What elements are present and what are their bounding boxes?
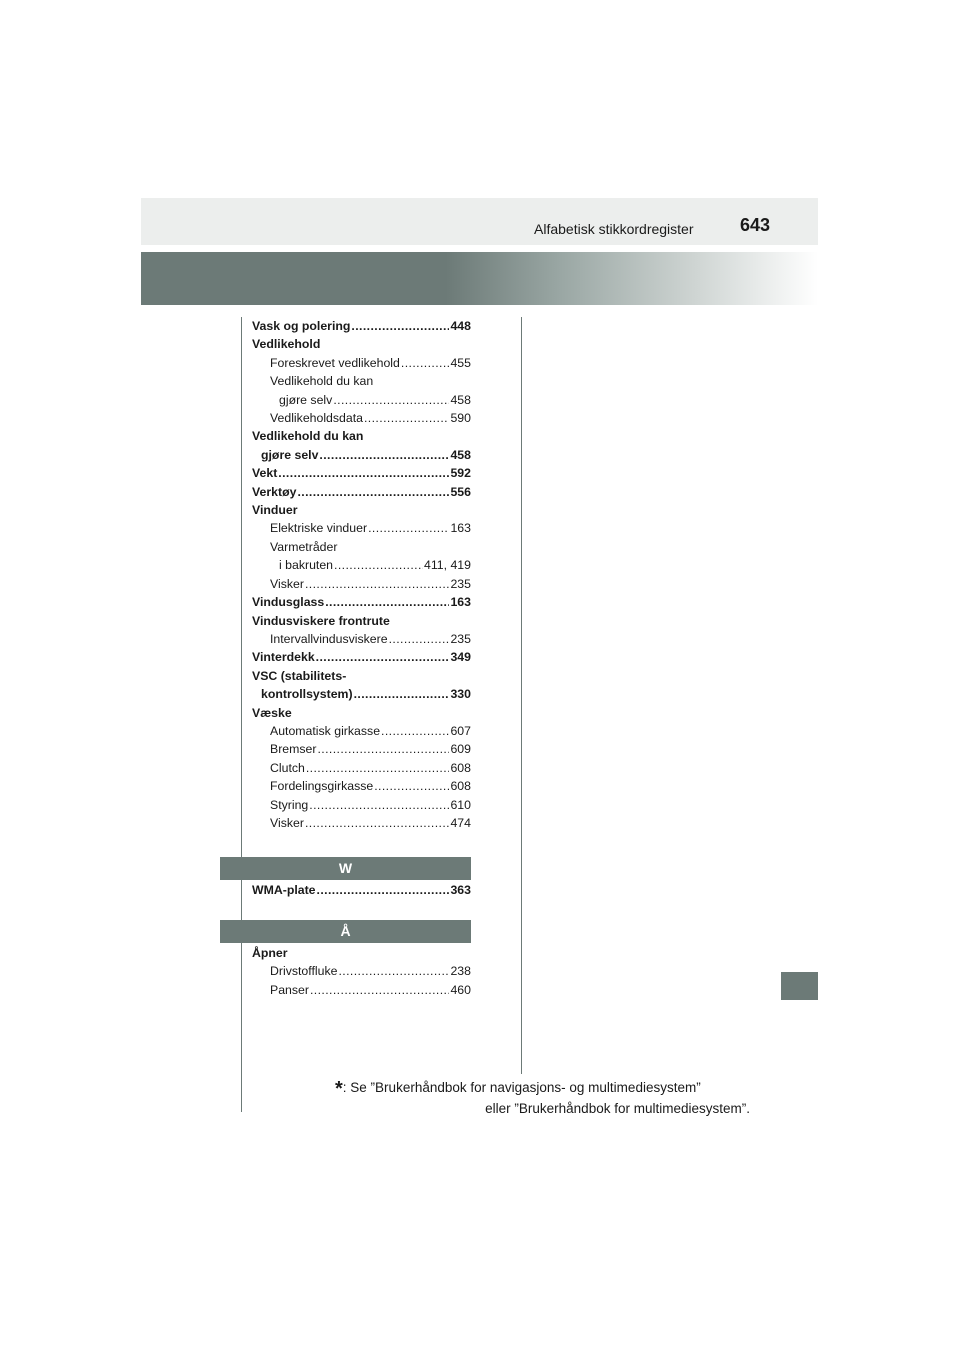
index-entry-text: Vinterdekk xyxy=(252,650,315,665)
index-entry xyxy=(252,391,471,409)
index-entry-text: Panser xyxy=(270,982,309,997)
index-entry-text: Vedlikehold du kan xyxy=(270,374,374,389)
index-entry-text: Vedlikeholdsdata xyxy=(270,411,363,426)
index-entry xyxy=(252,759,471,777)
index-page-ref: 349 xyxy=(450,650,471,665)
footnote-marker: * xyxy=(335,1078,343,1100)
index-entry xyxy=(252,575,471,593)
index-entry-text: Foreskrevet vedlikehold xyxy=(270,355,400,370)
index-section-aa xyxy=(252,944,471,999)
dot-leader xyxy=(374,777,449,795)
index-page-ref: 592 xyxy=(450,466,471,481)
index-entry-text: kontrollsystem) xyxy=(261,687,353,702)
footnote-text-1: : Se ”Brukerhåndbok for navigasjons- og multimediesystem” xyxy=(342,1080,701,1095)
header-gradient-bar xyxy=(141,252,818,305)
index-page-ref: 609 xyxy=(450,742,471,757)
index-page-ref: 608 xyxy=(450,779,471,794)
index-entry xyxy=(252,704,471,722)
index-page-ref: 590 xyxy=(450,411,471,426)
index-entry-text: Fordelingsgirkasse xyxy=(270,779,374,794)
index-entry-text: Vindusglass xyxy=(252,595,325,610)
index-entry-text: Elektriske vinduer xyxy=(270,521,368,536)
index-entry xyxy=(252,881,471,899)
dot-leader xyxy=(338,962,449,980)
dot-leader xyxy=(316,648,450,666)
dot-leader xyxy=(305,814,450,832)
index-entry-text: Åpner xyxy=(252,946,288,960)
dot-leader xyxy=(364,409,449,427)
footnote-line-1 xyxy=(335,1078,750,1099)
index-entry-text: Bremser xyxy=(270,742,317,757)
dot-leader xyxy=(368,519,449,537)
letter-heading-aa: Å xyxy=(220,920,471,943)
dot-leader xyxy=(310,981,450,999)
dot-leader xyxy=(334,556,423,574)
index-entry xyxy=(252,593,471,611)
index-entry xyxy=(252,796,471,814)
middle-column-rule xyxy=(521,317,522,1074)
index-entry xyxy=(252,538,471,556)
dot-leader xyxy=(351,317,449,335)
index-entry-text: i bakruten xyxy=(279,558,334,573)
index-entry-text: Visker xyxy=(270,576,304,591)
page-number: 643 xyxy=(740,215,771,235)
index-entry xyxy=(252,446,471,464)
index-entry-text: gjøre selv xyxy=(261,447,319,462)
index-entry-text: Verktøy xyxy=(252,484,297,499)
index-entry-text: Vask og polering xyxy=(252,319,351,333)
index-entry xyxy=(252,814,471,832)
index-entry xyxy=(252,612,471,630)
dot-leader xyxy=(317,740,449,758)
index-entry-text: gjøre selv xyxy=(279,392,333,407)
index-section-w xyxy=(252,881,471,899)
index-entry-text: Vedlikehold du kan xyxy=(252,429,364,444)
footnote xyxy=(335,1078,750,1118)
dot-leader xyxy=(306,759,450,777)
index-page-ref: 458 xyxy=(450,392,471,407)
dot-leader xyxy=(309,796,449,814)
index-entry xyxy=(252,648,471,666)
index-entry xyxy=(252,317,471,335)
index-entry xyxy=(252,944,471,962)
dot-leader xyxy=(389,630,450,648)
dot-leader xyxy=(319,446,449,464)
dot-leader xyxy=(297,483,449,501)
letter-heading-w: W xyxy=(220,857,471,880)
index-entry xyxy=(252,519,471,537)
dot-leader xyxy=(381,722,449,740)
index-entry xyxy=(252,630,471,648)
index-entry xyxy=(252,962,471,980)
index-entry-text: Vindusviskere frontrute xyxy=(252,613,390,628)
dot-leader xyxy=(305,575,450,593)
index-page-ref: 607 xyxy=(450,723,471,738)
dot-leader xyxy=(354,685,450,703)
index-entry xyxy=(252,667,471,685)
dot-leader xyxy=(325,593,449,611)
index-entry-text: Visker xyxy=(270,815,304,830)
index-entry-text: Clutch xyxy=(270,760,305,775)
header-band xyxy=(141,198,818,245)
index-entry-text: WMA-plate xyxy=(252,883,316,897)
dot-leader xyxy=(317,881,450,899)
index-entry xyxy=(252,335,471,353)
index-entry-text: VSC (stabilitets- xyxy=(252,668,347,683)
index-page-ref: 235 xyxy=(450,576,471,591)
index-entry-text: Intervallvindusviskere xyxy=(270,631,388,646)
index-page-ref: 163 xyxy=(450,521,471,536)
index-page-ref: 448 xyxy=(450,319,471,333)
index-entry xyxy=(252,409,471,427)
index-entry xyxy=(252,372,471,390)
chapter-side-tab xyxy=(781,972,818,1000)
index-entry xyxy=(252,981,471,999)
index-entry xyxy=(252,427,471,445)
index-page-ref: 455 xyxy=(450,355,471,370)
index-entry-text: Vinduer xyxy=(252,503,298,518)
index-entry-text: Styring xyxy=(270,797,309,812)
index-page-ref: 608 xyxy=(450,760,471,775)
index-entry xyxy=(252,501,471,519)
index-page-ref: 330 xyxy=(450,687,471,702)
index-entry-text: Vedlikehold xyxy=(252,337,321,352)
dot-leader xyxy=(278,464,449,482)
index-entry xyxy=(252,740,471,758)
index-entry-text: Automatisk girkasse xyxy=(270,723,381,738)
dot-leader xyxy=(333,391,449,409)
index-entry-text: Vekt xyxy=(252,466,278,481)
left-column-rule xyxy=(241,317,242,1112)
index-page-ref: 238 xyxy=(450,964,471,979)
index-page-ref: 163 xyxy=(450,595,471,610)
index-entry-text: Drivstoffluke xyxy=(270,964,338,979)
dot-leader xyxy=(401,354,450,372)
index-page-ref: 460 xyxy=(450,982,471,997)
index-page-ref: 411, 419 xyxy=(424,558,471,573)
index-entry xyxy=(252,354,471,372)
index-section-v xyxy=(252,317,471,832)
index-entry xyxy=(252,464,471,482)
index-entry xyxy=(252,777,471,795)
index-entry xyxy=(252,483,471,501)
index-entry-text: Varmetråder xyxy=(270,539,338,554)
index-page-ref: 474 xyxy=(450,815,471,830)
index-page-ref: 458 xyxy=(450,447,471,462)
index-entry xyxy=(252,722,471,740)
index-page-ref: 556 xyxy=(450,484,471,499)
index-page-ref: 610 xyxy=(450,797,471,812)
footnote-line-2: eller ”Brukerhåndbok for multimediesystem”. xyxy=(485,1101,750,1116)
index-page-ref: 363 xyxy=(450,883,471,897)
index-entry-text: Væske xyxy=(252,705,292,720)
index-page-ref: 235 xyxy=(450,631,471,646)
section-title: Alfabetisk stikkordregister xyxy=(534,221,694,237)
index-entry xyxy=(252,556,471,574)
index-entry xyxy=(252,685,471,703)
